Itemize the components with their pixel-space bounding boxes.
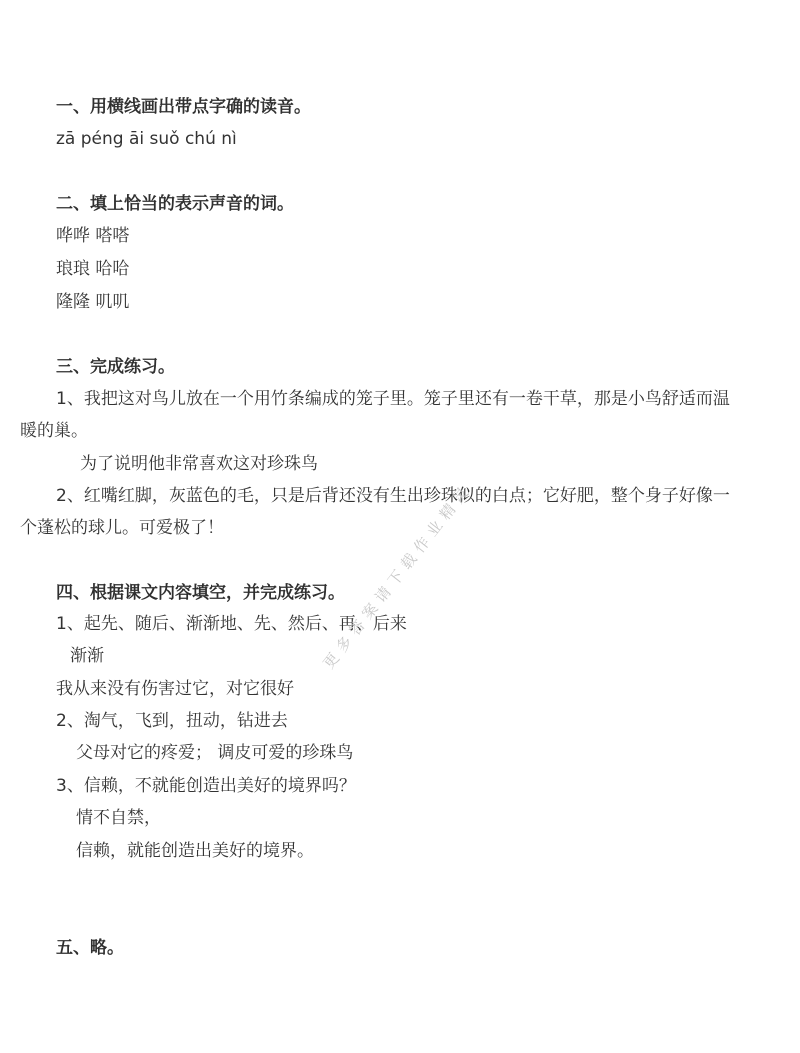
section-3-heading: 三、完成练习。	[56, 357, 175, 377]
answer-line: 1、我把这对鸟儿放在一个用竹条编成的笼子里。笼子里还有一卷干草，那是小鸟舒适而温	[56, 389, 730, 409]
sound-words-line: 琅琅 哈哈	[56, 259, 130, 279]
answer-line: 信赖，就能创造出美好的境界。	[76, 841, 314, 861]
sound-words-line: 隆隆 叽叽	[56, 292, 130, 312]
answer-line: 渐渐	[70, 646, 104, 666]
section-5-heading: 五、略。	[56, 938, 124, 958]
answer-line: 3、信赖，不就能创造出美好的境界吗？	[56, 776, 356, 796]
sound-words-line: 哗哗 嗒嗒	[56, 226, 130, 246]
answer-line: 1、起先、随后、渐渐地、先、然后、再、后来	[56, 614, 407, 634]
answer-line: 情不自禁，	[76, 808, 161, 828]
section-1-heading: 一、用横线画出带点字确的读音。	[56, 97, 311, 117]
answer-line: 暖的巢。	[20, 421, 88, 441]
section-4-heading: 四、根据课文内容填空，并完成练习。	[56, 583, 345, 603]
answer-line: 个蓬松的球儿。可爱极了！	[20, 518, 224, 538]
answer-line: 我从来没有伤害过它，对它很好	[56, 679, 294, 699]
answer-line: 父母对它的疼爱； 调皮可爱的珍珠鸟	[76, 743, 354, 763]
section-2-heading: 二、填上恰当的表示声音的词。	[56, 194, 294, 214]
answer-line: 2、淘气，飞到，扭动，钻进去	[56, 711, 288, 731]
answer-line: 为了说明他非常喜欢这对珍珠鸟	[80, 454, 318, 474]
pinyin-answers: zā péng āi suǒ chú nì	[56, 129, 237, 149]
watermark: 更多答案请下载作业精灵	[319, 479, 476, 673]
answer-line: 2、红嘴红脚，灰蓝色的毛，只是后背还没有生出珍珠似的白点；它好肥，整个身子好像一	[56, 486, 730, 506]
